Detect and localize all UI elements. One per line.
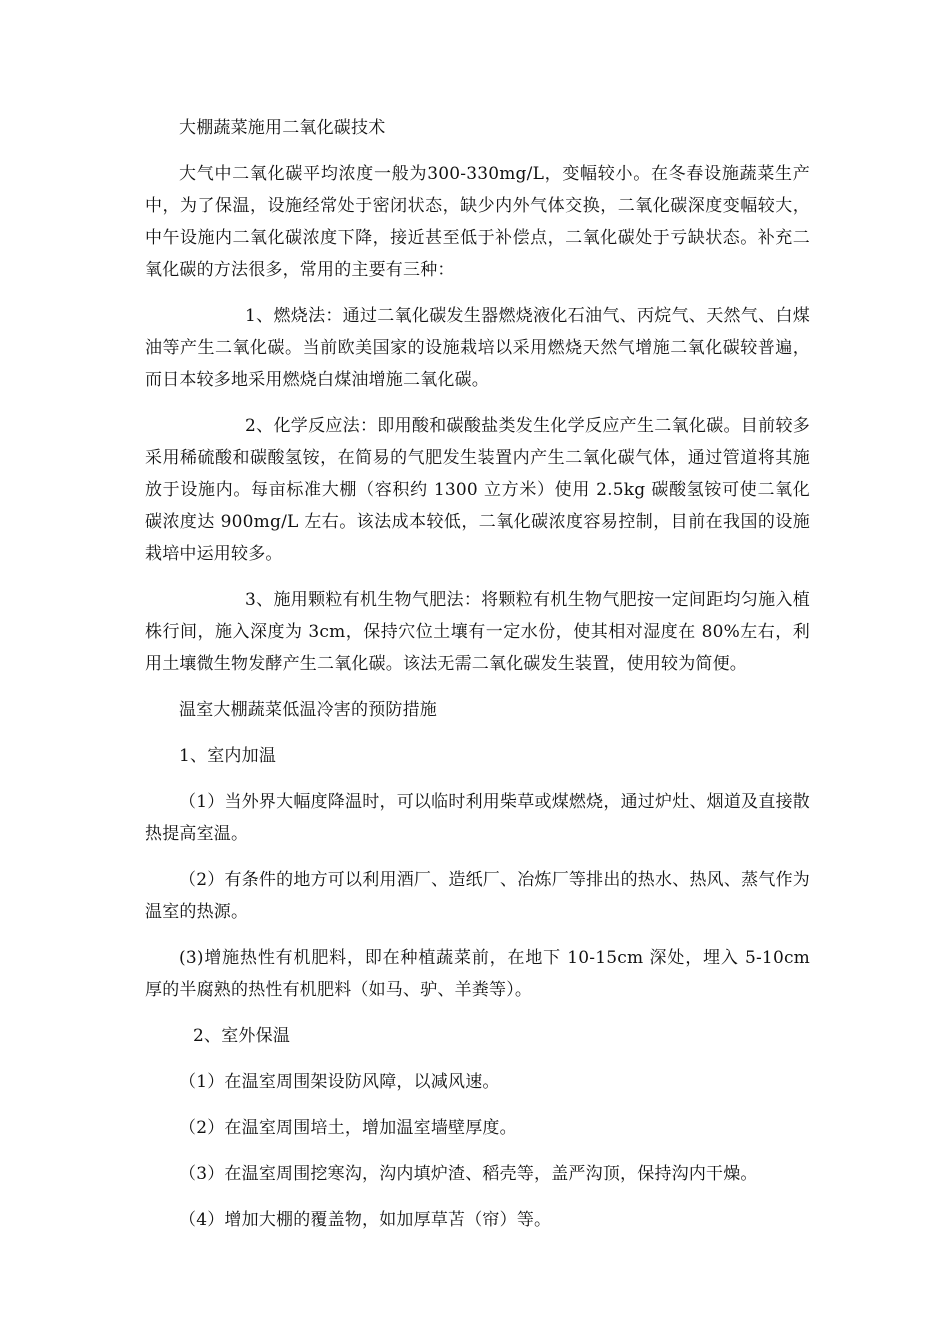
document-page <box>145 112 810 1250</box>
document-title: 大棚蔬菜施用二氧化碳技术 <box>179 118 386 138</box>
section-title: 温室大棚蔬菜低温冷害的预防措施 <box>179 700 437 720</box>
method-3-paragraph: 3、施用颗粒有机生物气肥法：将颗粒有机生物气肥按一定间距均匀施入植株行间，施入深度为 3cm，保持穴位土壤有一定水份，使其相对湿度在 80%左右，利用土壤微生物发酵产生二氧化碳。该法无需二氧化碳发生装置，使用较为简便。 <box>145 590 810 674</box>
method-1-paragraph: 1、燃烧法：通过二氧化碳发生器燃烧液化石油气、丙烷气、天然气、白煤油等产生二氧化碳。当前欧美国家的设施栽培以采用燃烧天然气增施二氧化碳较普遍，而日本较多地采用燃烧白煤油增施二氧化碳。 <box>145 306 810 390</box>
intro-paragraph: 大气中二氧化碳平均浓度一般为300-330mg/L，变幅较小。在冬春设施蔬菜生产中，为了保温，设施经常处于密闭状态，缺少内外气体交换，二氧化碳深度变幅较大，中午设施内二氧化碳浓度下降，接近甚至低于补偿点，二氧化碳处于亏缺状态。补充二氧化碳的方法很多，常用的主要有三种： <box>145 164 810 280</box>
outdoor-item-1: （1）在温室周围架设防风障，以减风速。 <box>179 1072 500 1092</box>
outdoor-item-2: （2）在温室周围培土，增加温室墙壁厚度。 <box>179 1118 517 1138</box>
indoor-item-1: （1）当外界大幅度降温时，可以临时利用柴草或煤燃烧，通过炉灶、烟道及直接散热提高室温。 <box>145 792 810 844</box>
outdoor-item-3: （3）在温室周围挖寒沟，沟内填炉渣、稻壳等，盖严沟顶，保持沟内干燥。 <box>179 1164 758 1184</box>
indoor-item-2: （2）有条件的地方可以利用酒厂、造纸厂、冶炼厂等排出的热水、热风、蒸气作为温室的热源。 <box>145 870 810 922</box>
indoor-item-3: (3)增施热性有机肥料，即在种植蔬菜前，在地下 10-15cm 深处，埋入 5-10cm 厚的半腐熟的热性有机肥料（如马、驴、羊粪等）。 <box>145 948 810 1000</box>
method-2-paragraph: 2、化学反应法：即用酸和碳酸盐类发生化学反应产生二氧化碳。目前较多采用稀硫酸和碳酸氢铵，在简易的气肥发生装置内产生二氧化碳气体，通过管道将其施放于设施内。每亩标准大棚（容积约 1300 立方米）使用 2.5kg 碳酸氢铵可使二氧化碳浓度达 900mg/L 左右。该法成本较低，二氧化碳浓度容易控制，目前在我国的设施栽培中运用较多。 <box>145 416 810 564</box>
outdoor-item-4: （4）增加大棚的覆盖物，如加厚草苫（帘）等。 <box>179 1210 552 1230</box>
section-heading-indoor-heating: 1、室内加温 <box>179 746 277 766</box>
section-heading-outdoor-insulation: 2、室外保温 <box>193 1026 291 1046</box>
